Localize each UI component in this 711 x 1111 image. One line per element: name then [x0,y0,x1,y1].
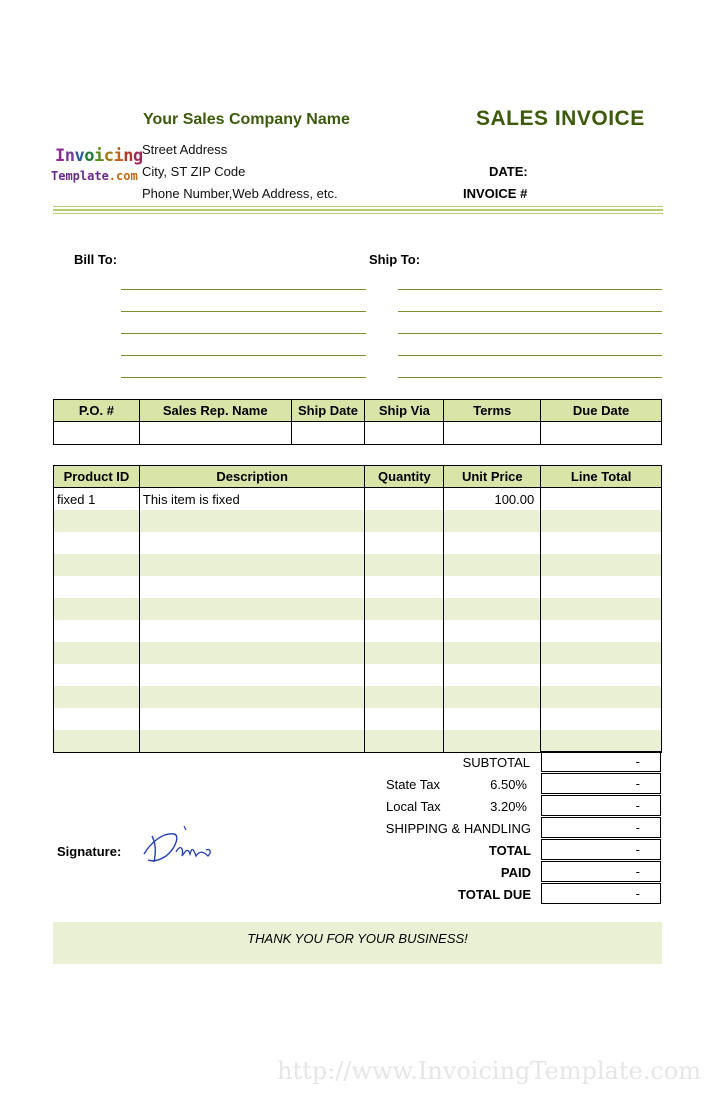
shipping-label: SHIPPING & HANDLING [385,821,531,836]
unit-price-cell[interactable] [444,598,541,620]
ship-to-line[interactable] [398,377,662,378]
product-id-cell[interactable] [54,686,140,708]
unit-price-cell[interactable] [444,620,541,642]
description-cell[interactable] [139,686,365,708]
product-id-cell[interactable] [54,620,140,642]
invoice-number-label: INVOICE # [463,186,528,201]
watermark-url: http://www.InvoicingTemplate.com [277,1057,701,1085]
unit-price-header: Unit Price [444,466,541,488]
po-number-cell[interactable] [54,422,140,445]
unit-price-cell[interactable] [444,576,541,598]
bill-to-line[interactable] [121,311,366,312]
contact-info: Phone Number,Web Address, etc. [142,186,338,201]
unit-price-cell[interactable] [444,708,541,730]
signature-label: Signature: [57,844,122,859]
product-id-cell[interactable] [54,554,140,576]
local-tax-rate[interactable]: 3.20% [490,799,527,814]
product-id-cell[interactable] [54,598,140,620]
total-due-label: TOTAL DUE [458,887,531,902]
logo-template-com: Template.com [51,169,138,183]
product-id-cell[interactable] [54,576,140,598]
quantity-cell[interactable] [365,708,444,730]
ship-to-line[interactable] [398,333,662,334]
local-tax-value: - [541,795,661,816]
invoice-title: SALES INVOICE [476,107,645,130]
state-tax-label: State Tax [386,777,440,792]
table-row [54,554,662,576]
description-cell[interactable] [139,532,365,554]
table-row [54,576,662,598]
city-state-zip: City, ST ZIP Code [142,164,246,179]
table-row [54,510,662,532]
logo-invoicing: Invoicing [55,146,143,166]
po-number-header: P.O. # [54,400,140,422]
table-row [54,708,662,730]
description-cell[interactable] [139,576,365,598]
line-total-cell[interactable] [541,620,662,642]
line-total-cell[interactable] [541,730,662,753]
product-id-header: Product ID [54,466,140,488]
bill-to-line[interactable] [121,289,366,290]
quantity-cell[interactable] [365,642,444,664]
line-total-cell[interactable] [541,598,662,620]
product-id-cell[interactable] [54,664,140,686]
state-tax-rate[interactable]: 6.50% [490,777,527,792]
line-total-cell[interactable] [541,664,662,686]
subtotal-label: SUBTOTAL [462,755,530,770]
table-row [54,620,662,642]
table-row [54,642,662,664]
bill-to-line[interactable] [121,377,366,378]
table-row [54,488,662,511]
unit-price-cell[interactable] [444,554,541,576]
total-due-value: - [541,883,661,904]
items-table [53,465,662,753]
line-total-cell[interactable] [541,708,662,730]
quantity-cell[interactable] [365,510,444,532]
description-cell[interactable] [139,664,365,686]
quantity-cell[interactable] [365,730,444,753]
order-info-table [53,399,662,445]
quantity-cell[interactable] [365,576,444,598]
header-divider [53,213,663,214]
product-id-cell[interactable] [54,532,140,554]
product-id-cell[interactable] [54,708,140,730]
unit-price-cell[interactable] [444,686,541,708]
signature-image [140,822,220,870]
ship-date-header: Ship Date [291,400,365,422]
quantity-cell[interactable] [365,488,444,511]
sales-rep-header: Sales Rep. Name [139,400,291,422]
ship-date-cell[interactable] [291,422,365,445]
unit-price-cell[interactable] [444,730,541,753]
product-id-cell[interactable] [54,730,140,753]
product-id-cell[interactable] [54,510,140,532]
subtotal-value: - [541,751,661,772]
line-total-cell[interactable] [541,532,662,554]
quantity-header: Quantity [365,466,444,488]
ship-via-cell[interactable] [365,422,444,445]
quantity-cell[interactable] [365,532,444,554]
unit-price-cell[interactable] [444,532,541,554]
line-total-cell[interactable] [541,642,662,664]
line-total-cell[interactable] [541,510,662,532]
product-id-cell[interactable]: fixed 1 [54,488,140,511]
bill-to-label: Bill To: [74,252,118,267]
description-cell[interactable] [139,642,365,664]
table-row [54,532,662,554]
bill-to-line[interactable] [121,333,366,334]
ship-to-line[interactable] [398,289,662,290]
quantity-cell[interactable] [365,598,444,620]
ship-to-line[interactable] [398,355,662,356]
unit-price-cell[interactable] [444,642,541,664]
table-row [54,664,662,686]
table-row [54,686,662,708]
description-cell[interactable] [139,730,365,753]
paid-value[interactable]: - [541,861,661,882]
thank-you-banner: THANK YOU FOR YOUR BUSINESS! [53,922,662,964]
due-date-cell[interactable] [541,422,662,445]
line-total-header: Line Total [541,466,662,488]
sales-rep-cell[interactable] [139,422,291,445]
quantity-cell[interactable] [365,686,444,708]
ship-to-line[interactable] [398,311,662,312]
description-cell[interactable] [139,620,365,642]
ship-via-header: Ship Via [365,400,444,422]
unit-price-cell[interactable] [444,664,541,686]
terms-header: Terms [444,400,541,422]
bill-to-line[interactable] [121,355,366,356]
quantity-cell[interactable] [365,664,444,686]
description-cell[interactable]: This item is fixed [139,488,365,511]
terms-cell[interactable] [444,422,541,445]
description-header: Description [139,466,365,488]
total-label: TOTAL [488,843,531,858]
description-cell[interactable] [139,598,365,620]
unit-price-cell[interactable] [444,510,541,532]
ship-to-label: Ship To: [369,252,421,267]
description-cell[interactable] [139,554,365,576]
paid-label: PAID [500,865,531,880]
table-row [54,730,662,753]
due-date-header: Due Date [541,400,662,422]
company-name: Your Sales Company Name [143,111,350,128]
state-tax-value: - [541,773,661,794]
line-total-cell[interactable] [541,576,662,598]
local-tax-label: Local Tax [386,799,441,814]
line-total-cell[interactable] [541,554,662,576]
line-total-cell[interactable] [541,488,662,511]
header-divider [53,206,663,207]
shipping-value[interactable]: - [541,817,661,838]
line-total-cell[interactable] [541,686,662,708]
table-row [54,598,662,620]
description-cell[interactable] [139,510,365,532]
street-address: Street Address [142,142,228,157]
description-cell[interactable] [139,708,365,730]
date-label: DATE: [489,164,528,179]
header-divider [53,209,663,211]
quantity-cell[interactable] [365,554,444,576]
quantity-cell[interactable] [365,620,444,642]
total-value: - [541,839,661,860]
unit-price-cell[interactable]: 100.00 [444,488,541,511]
product-id-cell[interactable] [54,642,140,664]
